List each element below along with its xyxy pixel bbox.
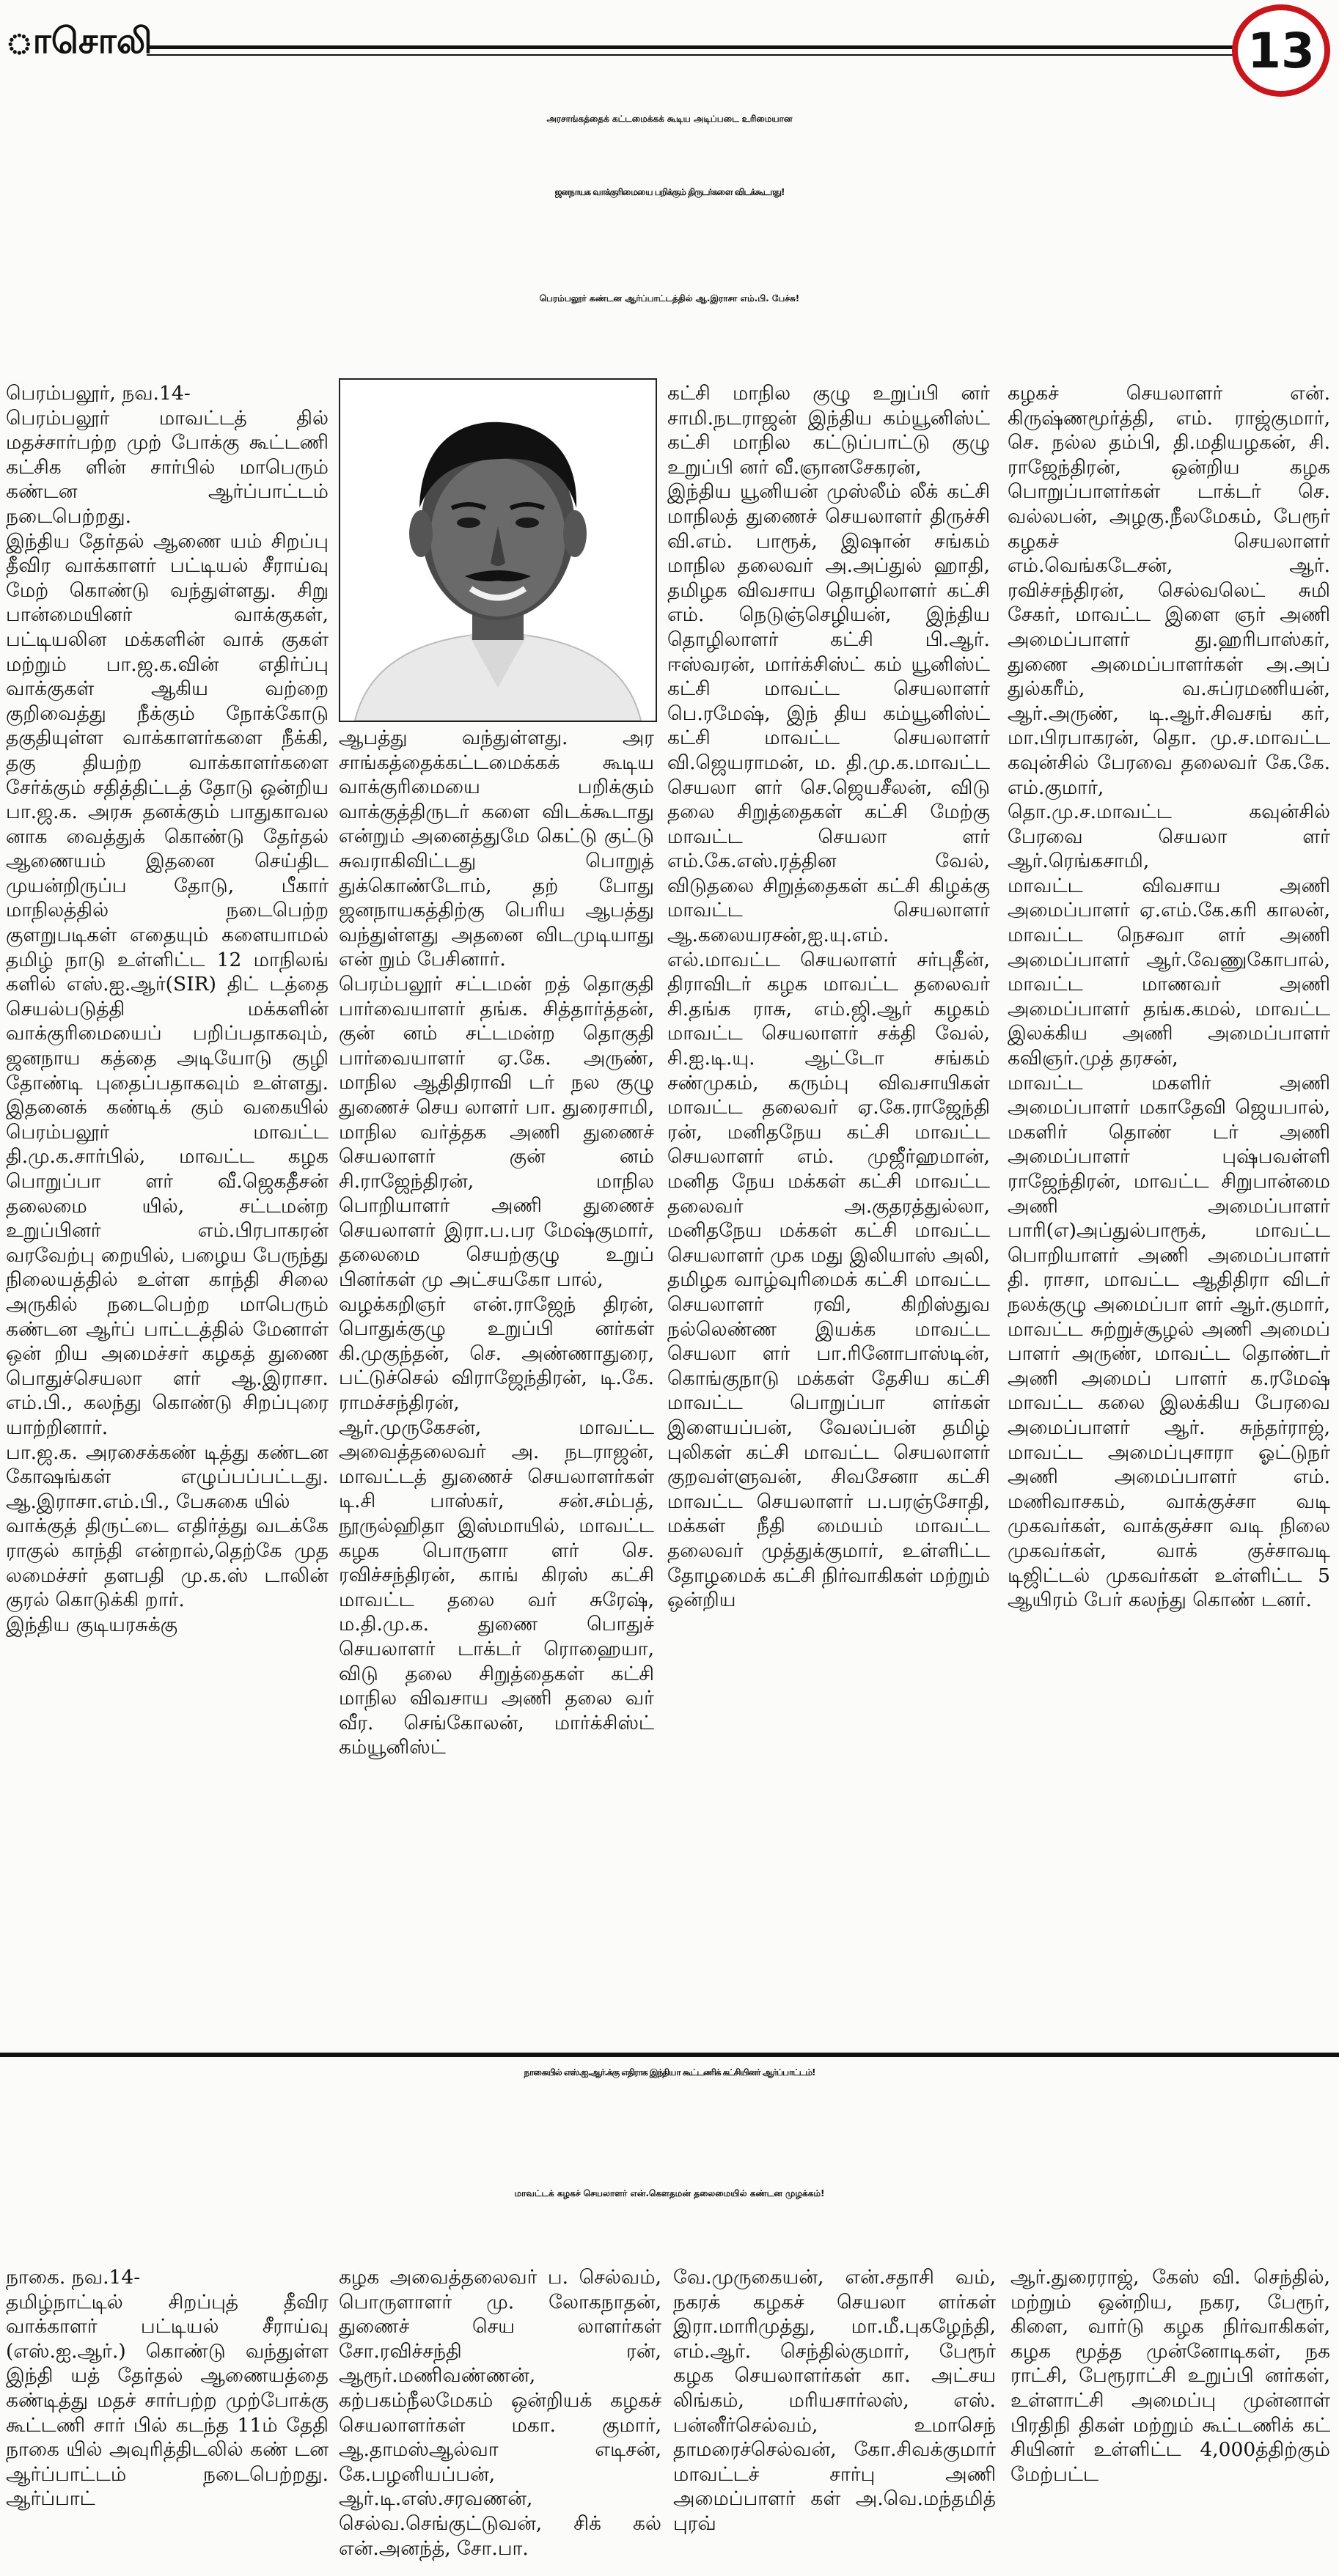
- story-divider: [0, 2053, 1339, 2057]
- masthead-rule: [147, 45, 1236, 49]
- story1-headline: ஜனநாயக வாக்குரிமையை பறிக்கும் திருடர்களை விடக்கூடாது!: [554, 187, 785, 197]
- page-number-badge: 13: [1232, 4, 1330, 97]
- story2-column-2: கழக அவைத்தலைவர் ப. செல்வம், பொருளாளர் மு. லோகநாதன், துணைச் செய லாளர்கள் சோ.ரவிச்சந்தி ரன், ஆரூர்.மணிவண்ணன், கற்பகம்நீலமேகம் ஒன்றியக் கழகச் செயலாளர்கள் மகா. குமார், ஆ.தாமஸ்ஆல்வா எடிசன், கே.பழனியப்பன், ஆர்.டி.எஸ்.சரவணன், செல்வ.செங்குட்டுவன், சிக் கல் என்.அனந்த், சோ.பா.: [339, 2266, 661, 2560]
- story2-subhead: மாவட்டக் கழகச் செயலாளர் என்.கௌதமன் தலைமையில் கண்டன முழக்கம்!: [514, 2188, 825, 2198]
- portrait-image: [340, 380, 656, 721]
- story1-column-1: பெரம்பலூர், நவ.14- பெரம்பலூர் மாவட்டத் தில் மதச்சார்பற்ற முற் போக்கு கூட்டணி கட்சிக ளின் சார்பில் மாபெரும் கண்டன ஆர்ப்பாட்டம் நடைபெற்றது. இந்திய தேர்தல் ஆணை யம் சிறப்பு தீவிர வாக்காளர் பட்டியல் சீராய்வு மேற் கொண்டு வந்துள்ளது. சிறு பான்மையினர் வாக்குகள், பட்டியலின மக்களின் வாக் குகள் மற்றும் பா.ஜ.க.வின் எதிர்ப்பு வாக்குகள் ஆகிய வற்றை குறிவைத்து நீக்கும் நோக்கோடு தகுதியுள்ள வாக்காளர்களை நீக்கி, தகு தியற்ற வாக்காளர்களை சேர்க்கும் சதித்திட்டத் தோடு ஒன்றிய பா.ஜ.க. அரசு தனக்கும் பாதுகாவல னாக வைத்துக் கொண்டு தேர்தல் ஆணையம் இதனை செய்திட முயன்றிருப்ப தோடு, பீகார் மாநிலத்தில் நடைபெற்ற குளறுபடிகள் எதையும் களையாமல் தமிழ் நாடு உள்ளிட்ட 12 மாநிலங் களில் எஸ்.ஐ.ஆர்(SIR) திட் டத்தை செயல்படுத்தி மக்களின் வாக்குரிமையைப் பறிப்பதாகவும், ஜனநாய கத்தை அடியோடு குழி தோண்டி புதைப்பதாகவும் உள்ளது. இதனைக் கண்டிக் கும் வகையில் பெரம்பலூர் மாவட்ட தி.மு.க.சார்பில், மாவட்ட கழக பொறுப்பா ளர் வீ.ஜெகதீசன் தலைமை யில், சட்டமன்ற உறுப்பினர் எம்.பிரபாகரன் வரவேற்பு றையில், பழைய பேருந்து நிலையத்தில் உள்ள காந்தி சிலை அருகில் நடைபெற்ற மாபெரும் கண்டன ஆர்ப் பாட்டத்தில் மேனாள் ஒன் றிய அமைச்சர் கழகத் துணை பொதுச்செயலா ளர் ஆ.இராசா. எம்.பி., கலந்து கொண்டு சிறப்புரை யாற்றினார். பா.ஜ.க. அரசைக்கண் டித்து கண்டன கோஷங்கள் எழுப்பப்பட்டது. ஆ.இராசா.எம்.பி., பேசுகை யில் வாக்குத் திருட்டை எதிர்த்து வடக்கே ராகுல் காந்தி என்றால்,தெற்கே முத லமைச்சர் தளபதி மு.க.ஸ் டாலின் குரல் கொடுக்கி றார். இந்திய குடியரசுக்கு: [6, 382, 329, 1636]
- masthead-rule-thin: [147, 54, 1236, 56]
- story2-headline: நாகையில் எஸ்.ஐ.ஆர்.க்கு எதிராக இந்தியா கூட்டணிக் கட்சியினர் ஆர்ப்பாட்டம்!: [524, 2067, 815, 2078]
- story2-column-1: நாகை. நவ.14- தமிழ்நாட்டில் சிறப்புத் தீவிர வாக்காளர் பட்டியல் சீராய்வு (எஸ்.ஐ.ஆர்.) கொண்டு வந்துள்ள இந்தி யத் தேர்தல் ஆணையத்தை கண்டித்து மதச் சார்பற்ற முற்போக்கு கூட்டணி சார் பில் கடந்த 11ம் தேதி நாகை யில் அவுரித்திடலில் கண் டன ஆர்ப்பாட்டம் நடைபெற்றது. ஆர்ப்பாட்: [6, 2266, 329, 2511]
- story1-column-2: ஆபத்து வந்துள்ளது. அர சாங்கத்தைக்கட்டமைக்கக் கூடிய வாக்குரிமையை பறிக்கும் வாக்குத்திருடர் களை விடக்கூடாது என்றும் அனைத்துமே கெட்டு குட்டு சுவராகிவிட்டது பொறுத் துக்கொண்டோம், தற் போது ஜனநாயகத்திற்கு பெரிய ஆபத்து வந்துள்ளது அதனை விடமுடியாது என் றும் பேசினார். பெரம்பலூர் சட்டமன் றத் தொகுதி பார்வையாளர் தங்க. சித்தார்த்தன், குன் னம் சட்டமன்ற தொகுதி பார்வையாளர் ஏ.கே. அருண், மாநில ஆதிதிராவி டர் நல குழு துணைச் செய லாளர் பா. துரைசாமி, மாநில வர்த்தக அணி துணைச் செயலாளர் குன் னம் சி.ராஜேந்திரன், மாநில பொறியாளர் அணி துணைச் செயலாளர் இரா.ப.பர மேஷ்குமார், தலைமை செயற்குழு உறுப் பினர்கள் மு அட்சயகோ பால், வழக்கறிஞர் என்.ராஜேந் திரன், பொதுக்குழு உறுப்பி னர்கள் கி.முகுந்தன், செ. அண்ணாதுரை, பட்டுச்செல் விராஜேந்திரன், டி.கே. ராமச்சந்திரன், ஆர்.முருகேசன், மாவட்ட அவைத்தலைவர் அ. நடராஜன், மாவட்டத் துணைச் செயலாளர்கள் டி.சி பாஸ்கர், சன்.சம்பத், நூருல்ஹிதா இஸ்மாயில், மாவட்ட கழக பொருளா ளர் செ. ரவிச்சந்திரன், காங் கிரஸ் கட்சி மாவட்ட தலை வர் சுரேஷ், ம.தி.மு.க. துணை பொதுச் செயலாளர் டாக்டர் ரொஹையா, விடு தலை சிறுத்தைகள் கட்சி மாநில விவசாய அணி தலை வர் வீர. செங்கோலன், மார்க்சிஸ்ட் கம்யூனிஸ்ட்: [339, 726, 654, 1759]
- masthead-name: ாசொலி: [6, 21, 153, 62]
- story1-subhead: பெரம்பலூர் கண்டன ஆர்ப்பாட்டத்தில் ஆ.இராசா எம்.பி. பேச்சு!: [539, 293, 800, 303]
- story2-column-3: வே.முருகையன், என்.சதாசி வம், நகரக் கழகச் செயலா ளர்கள் இரா.மாரிமுத்து, மா.மீ.புகழேந்தி, எம்.ஆர். செந்தில்குமார், பேரூர் கழக செயலாளர்கள் கா. அட்சய லிங்கம், மரியசார்லஸ், எஸ். பன்னீர்செல்வம், உமாசெந் தாமரைச்செல்வன், கோ.சிவக்குமார் மாவட்டச் சார்பு அணி அமைப்பாளர் கள் அ.வெ.மந்தமித் புரவ்: [673, 2266, 996, 2535]
- story1-kicker: அரசாங்கத்தைக் கட்டமைக்கக் கூடிய அடிப்படை உரிமையான: [546, 114, 793, 124]
- speaker-portrait-photo: [339, 378, 657, 722]
- story1-column-4: கழகச் செயலாளர் என். கிருஷ்ணமூர்த்தி, எம். ராஜ்குமார், செ. நல்ல தம்பி, தி.மதியழகன், சி. ராஜேந்திரன், ஒன்றிய கழக பொறுப்பாளர்கள் டாக்டர் செ. வல்லபன், அழகு.நீலமேகம், பேரூர் கழகச் செயலாளர் எம்.வெங்கடேசன், ஆர். ரவிச்சந்திரன், செல்வலெட் சுமி சேகர், மாவட்ட இளை ஞர் அணி அமைப்பாளர் து.ஹரிபாஸ்கர், துணை அமைப்பாளர்கள் அ.அப் துல்கரீம், வ.சுப்ரமணியன், ஆர்.அருண், டி.ஆர்.சிவசங் கர், மா.பிரபாகரன், தொ. மு.ச.மாவட்ட கவுன்சில் பேரவை தலைவர் கே.கே. எம்.குமார், தொ.மு.ச.மாவட்ட கவுன்சில் பேரவை செயலா ளர் ஆர்.ரெங்கசாமி, மாவட்ட விவசாய அணி அமைப்பாளர் ஏ.எம்.கே.கரி காலன், மாவட்ட நெசவா ளர் அணி அமைப்பாளர் ஆர்.வேணுகோபால், மாவட்ட மாணவர் அணி அமைப்பாளர் தங்க.கமல், மாவட்ட இலக்கிய அணி அமைப்பாளர் கவிஞர்.முத் தரசன், மாவட்ட மகளிர் அணி அமைப்பாளர் மகாதேவி ஜெயபால், மகளிர் தொண் டர் அணி அமைப்பாளர் புஷ்பவள்ளி ராஜேந்திரன், மாவட்ட சிறுபான்மை அணி அமைப்பாளர் பாரி(எ)அப்துல்பாரூக், மாவட்ட பொறியாளர் அணி அமைப்பாளர் தி. ராசா, மாவட்ட ஆதிதிரா விடர் நலக்குழு அமைப்பா ளர் ஆர்.குமார், மாவட்ட சுற்றுச்சூழல் அணி அமைப் பாளர் அருண், மாவட்ட தொண்டர் அணி அமைப் பாளர் க.ரமேஷ் மாவட்ட கலை இலக்கிய பேரவை அமைப்பாளர் ஆர். சுந்தர்ராஜ், மாவட்ட அமைப்புசாரா ஓட்டுநர் அணி அமைப்பாளர் எம். மணிவாசகம், வாக்குச்சா வடி முகவர்கள், வாக்குச்சா வடி நிலை முகவர்கள், வாக் குச்சாவடி டிஜிட்டல் முகவர்கள் உள்ளிட்ட 5 ஆயிரம் பேர் கலந்து கொண் டனர்.: [1008, 382, 1330, 1612]
- story2-column-4: ஆர்.துரைராஜ், கேஸ் வி. செந்தில், மற்றும் ஒன்றிய, நகர, பேரூர், கிளை, வார்டு கழக நிர்வாகிகள், கழக மூத்த முன்னோடிகள், நக ராட்சி, பேரூராட்சி உறுப்பி னர்கள், உள்ளாட்சி அமைப்பு முன்னாள் பிரதிநி திகள் மற்றும் கூட்டணிக் கட் சியினர் உள்ளிட்ட 4,000த்திற்கும் மேற்பட்ட: [1010, 2266, 1330, 2486]
- story1-column-3: கட்சி மாநில குழு உறுப்பி னர் சாமி.நடராஜன் இந்திய கம்யூனிஸ்ட் கட்சி மாநில கட்டுப்பாட்டு குழு உறுப்பி னர் வீ.ஞானசேகரன், இந்திய யூனியன் முஸ்லீம் லீக் கட்சி மாநிலத் துணைச் செயலாளர் திருச்சி வி.எம். பாரூக், இஷான் சங்கம் மாநில தலைவர் அ.அப்துல் ஹாதி, தமிழக விவசாய தொழிலாளர் கட்சி எம். நெடுஞ்செழியன், இந்திய தொழிலாளர் கட்சி பி.ஆர். ஈஸ்வரன், மார்க்சிஸ்ட் கம் யூனிஸ்ட் கட்சி மாவட்ட செயலாளர் பெ.ரமேஷ், இந் திய கம்யூனிஸ்ட் கட்சி மாவட்ட செயலாளர் வி.ஜெயராமன், ம. தி.மு.க.மாவட்ட செயலா ளர் செ.ஜெயசீலன், விடு தலை சிறுத்தைகள் கட்சி மேற்கு மாவட்ட செயலா ளர் எம்.கே.எஸ்.ரத்தின வேல், விடுதலை சிறுத்தைகள் கட்சி கிழக்கு மாவட்ட செயலாளர் ஆ.கலையரசன்,ஐ.யு.எம். எல்.மாவட்ட செயலாளர் சர்புதீன், திராவிடர் கழக மாவட்ட தலைவர் சி.தங்க ராசு, எம்.ஜி.ஆர் கழகம் மாவட்ட செயலாளர் சக்தி வேல், சி.ஐ.டி.யு. ஆட்டோ சங்கம் சண்முகம், கரும்பு விவசாயிகள் மாவட்ட தலைவர் ஏ.கே.ராஜேந்தி ரன், மனிதநேய கட்சி மாவட்ட செயலாளர் எம். முஜீர்ஹமான், மனித நேய மக்கள் கட்சி மாவட்ட தலைவர் அ.குதரத்துல்லா, மனிதநேய மக்கள் கட்சி மாவட்ட செயலாளர் முக மது இலியாஸ் அலி, தமிழக வாழ்வுரிமைக் கட்சி மாவட்ட செயலாளர் ரவி, கிறிஸ்துவ நல்லெண்ண இயக்க மாவட்ட செயலா ளர் பா.ரினோபாஸ்டின், கொங்குநாடு மக்கள் தேசிய கட்சி மாவட்ட பொறுப்பா ளர்கள் இளையப்பன், வேலப்பன் தமிழ் புலிகள் கட்சி மாவட்ட செயலாளர் குறவள்ளுவன், சிவசேனா கட்சி மாவட்ட செயலாளர் ப.பரஞ்சோதி, மக்கள் நீதி மையம் மாவட்ட தலைவர் முத்துக்குமார், உள்ளிட்ட தோழமைக் கட்சி நிர்வாகிகள் மற்றும் ஒன்றிய: [667, 382, 990, 1612]
- masthead: [0, 0, 1339, 95]
